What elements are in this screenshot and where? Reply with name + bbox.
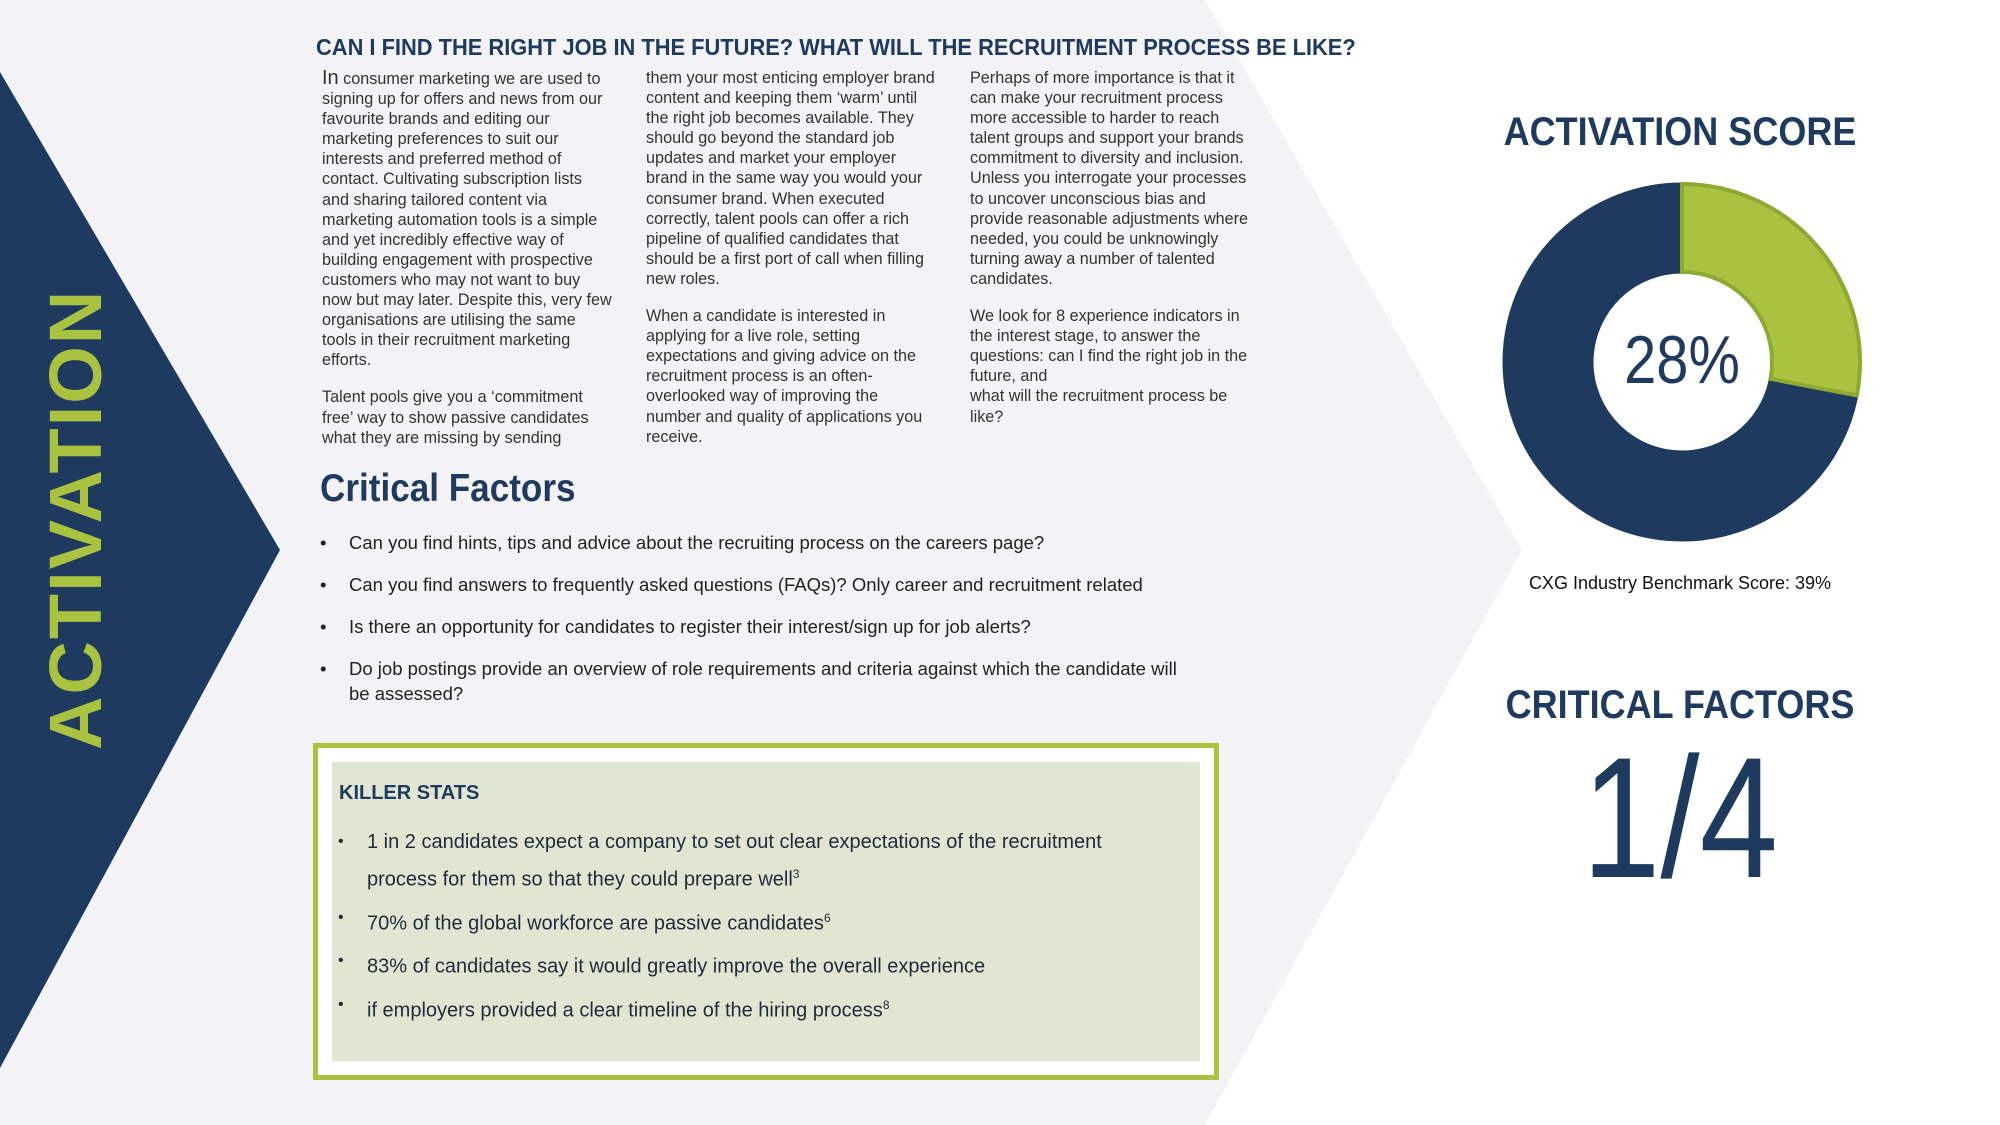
list-item	[320, 656, 1200, 706]
benchmark-score: CXG Industry Benchmark Score: 39%	[1528, 573, 1832, 593]
activation-score-heading: ACTIVATION SCORE	[1503, 110, 1857, 154]
killer-stats-list	[338, 826, 1118, 1033]
critical-factors-score-heading: CRITICAL FACTORS	[1505, 683, 1855, 727]
side-label-activation: ACTIVATION	[34, 288, 117, 750]
list-item	[338, 902, 1118, 940]
bullet-icon: •	[320, 574, 327, 595]
critical-factors-heading: Critical Factors	[320, 467, 576, 510]
paragraph-text: what will the recruitment process be like?	[970, 387, 1228, 426]
body-paragraph: Perhaps of more importance is that it can make your recruitment process more accessible to harder to reach talent groups and support your brands commitment to diversity and inclusion. Unless you interrogate your processes to uncover unconscious bias and provide reasonable adjustments where needed, you could be unknowingly turning away a number of talented candidates.	[970, 69, 1249, 288]
stat-text: 70% of the global workforce are passive candidates	[367, 912, 824, 935]
body-paragraph: When a candidate is interested in applying for a live role, setting expectations and giving advice on the recruitment process is an often-overlooked way of improving the number and quality of applications you receive.	[646, 307, 923, 446]
body-paragraph	[322, 68, 612, 370]
footnote-ref: 8	[882, 997, 890, 1012]
bullet-icon: •	[338, 952, 344, 970]
stat-text: 1 in 2 candidates expect a company to set out clear expectations of the recruitment process for them so that they could prepare well	[367, 831, 1102, 891]
bullet-icon: •	[320, 532, 327, 553]
stat-text: if employers provided a clear timeline of the hiring process	[367, 999, 883, 1022]
bullet-icon: •	[338, 908, 344, 926]
bullet-icon: •	[320, 616, 327, 637]
list-item	[320, 614, 1200, 639]
list-item	[338, 826, 1118, 896]
body-paragraph: them your most enticing employer brand content and keeping them ‘warm’ until the right job becomes available. They should go beyond the standard job updates and market your employer brand in the same way you would your consumer brand. When executed correctly, talent pools can offer a rich pipeline of qualified candidates that should be a first port of call when filling new roles.	[646, 69, 935, 288]
bullet-icon: •	[338, 833, 344, 850]
bullet-icon: •	[320, 658, 327, 679]
body-paragraph	[970, 306, 1260, 427]
body-column-3	[970, 68, 1260, 444]
list-item-text: Can you find answers to frequently asked questions (FAQs)? Only career and recruitment related	[349, 574, 1143, 595]
body-paragraph: Talent pools give you a ‘commitment free’ way to show passive candidates what they are missing by sending	[322, 388, 589, 447]
list-item	[320, 572, 1200, 597]
critical-factors-list	[320, 530, 1200, 723]
activation-score-value: 28%	[1624, 322, 1740, 398]
list-item-text: Can you find hints, tips and advice about the recruiting process on the careers page?	[349, 532, 1045, 553]
killer-stats-heading: KILLER STATS	[339, 782, 480, 804]
list-item	[338, 945, 1118, 983]
paragraph-text: We look for 8 experience indicators in the interest stage, to answer the questions: can I find the right job in the future, and	[970, 307, 1248, 386]
paragraph-text: consumer marketing we are used to signing up for offers and news from our favourite brands and editing our marketing preferences to suit our interests and preferred method of contact. Cultivating subscription lists and sharing tailored content via marketing automation tools is a simple and yet incredibly effective way of building engagement with prospective customers who may not want to buy now but may later. Despite this, very few organisations are utilising the same tools in their recruitment marketing efforts.	[322, 70, 612, 370]
list-item	[320, 530, 1200, 555]
list-item-text: Is there an opportunity for candidates to register their interest/sign up for job alerts?	[349, 616, 1031, 637]
critical-factors-score-value: 1/4	[1581, 722, 1779, 914]
list-item	[338, 989, 1118, 1027]
lead-word: In	[322, 67, 339, 89]
stat-text: 83% of candidates say it would greatly improve the overall experience	[367, 955, 986, 978]
list-item-text: Do job postings provide an overview of role requirements and criteria against which the candidate will be assessed?	[349, 658, 1177, 704]
body-column-1	[322, 68, 612, 465]
body-column-2	[646, 68, 936, 464]
footnote-ref: 6	[823, 910, 831, 925]
bullet-icon: •	[338, 995, 344, 1013]
page-headline: CAN I FIND THE RIGHT JOB IN THE FUTURE? WHAT WILL THE RECRUITMENT PROCESS BE LIKE?	[316, 34, 1356, 60]
footnote-ref: 3	[792, 867, 800, 881]
